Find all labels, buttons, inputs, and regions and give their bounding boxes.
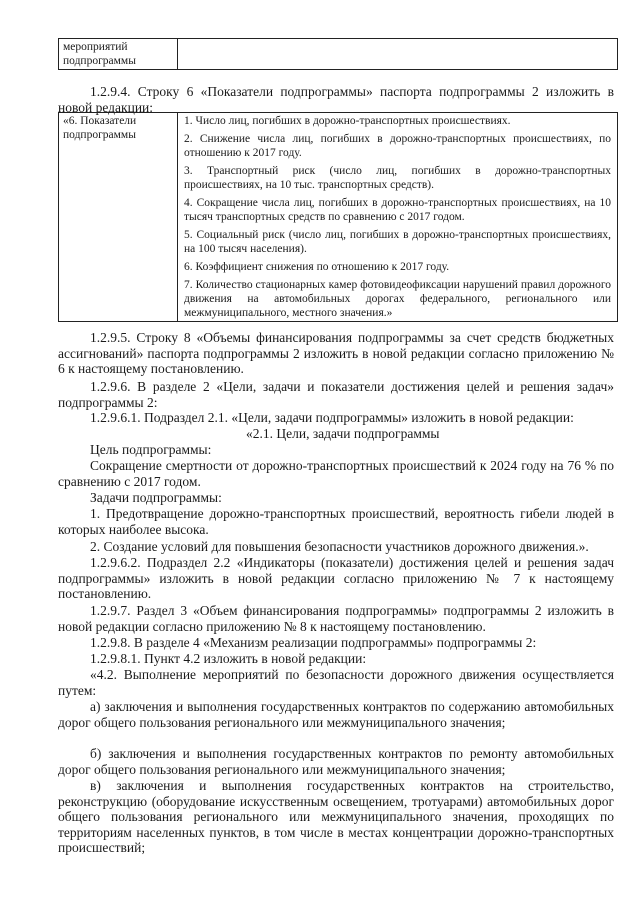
tasks-label: Задачи подпрограммы: [90,490,222,505]
table-cell-value [178,39,618,70]
paragraph-1-2-9-8: 1.2.9.8. В разделе 4 «Механизм реализации подпрограммы» подпрограммы 2: [90,635,537,650]
indicator-item: 5. Социальный риск (число лиц, погибших в дорожно-транспортных происшествиях, на 100 тысяч населения). [184,229,611,255]
paragraph-item-a: а) заключения и выполнения государственных контрактов по содержанию автомобильных дорог общего пользования регионального или межмуниципального значения; [58,699,614,730]
indicator-item: 2. Снижение числа лиц, погибших в дорожно-транспортных происшествиях, по отношению к 2017 году. [184,133,611,159]
paragraph-4-2: «4.2. Выполнение мероприятий по безопасности дорожного движения осуществляется путем: [58,667,614,698]
task-2: 2. Создание условий для повышения безопасности участников дорожного движения.». [90,539,589,554]
indicators-list-cell [178,113,618,322]
indicator-item: 1. Число лиц, погибших в дорожно-транспортных происшествиях. [184,115,511,127]
indicators-label-cell: «6. Показатели подпрограммы [59,113,178,322]
paragraph-item-v: в) заключения и выполнения государственных контрактов на строительство, реконструкцию (оборудование искусственным освещением, тротуарами) автомобильных дорог общего пользования регионального или межмуниципального значения, проходящих по территориям населенных пунктов, в том числе в местах концентрации дорожно-транспортных происшествий; [58,778,614,855]
table-cell-label: мероприятий подпрограммы [59,39,178,70]
passport-table-fragment [58,38,618,70]
paragraph-item-b: б) заключения и выполнения государственных контрактов по ремонту автомобильных дорог общего пользования регионального или межмуниципального значения; [58,746,614,777]
section-heading: «2.1. Цели, задачи подпрограммы [246,426,440,441]
paragraph-1-2-9-4: 1.2.9.4. Строку 6 «Показатели подпрограммы» паспорта подпрограммы 2 изложить в новой редакции: [58,84,614,115]
indicator-item: 7. Количество стационарных камер фотовидеофиксации нарушений правил дорожного движения на автомобильных дорогах федерального, регионального или межмуниципального, местного значения.» [184,279,611,319]
goal-label: Цель подпрограммы: [90,442,212,457]
paragraph-1-2-9-8-1: 1.2.9.8.1. Пункт 4.2 изложить в новой редакции: [90,651,367,666]
indicator-item: 6. Коэффициент снижения по отношению к 2017 году. [184,261,450,273]
paragraph-1-2-9-6-1: 1.2.9.6.1. Подраздел 2.1. «Цели, задачи подпрограммы» изложить в новой редакции: [90,410,574,425]
indicator-item: 4. Сокращение числа лиц, погибших в дорожно-транспортных происшествиях, на 10 тысяч транспортных средств по сравнению с 2017 годом. [184,197,611,223]
paragraph-1-2-9-5: 1.2.9.5. Строку 8 «Объемы финансирования подпрограммы за счет средств бюджетных ассигнований» паспорта подпрограммы 2 изложить в новой редакции согласно приложению № 6 к настоящему постановлению. [58,330,614,376]
indicators-table [58,112,618,322]
task-1: 1. Предотвращение дорожно-транспортных происшествий, вероятность гибели людей в которых наиболее высока. [58,506,614,537]
paragraph-1-2-9-6-2: 1.2.9.6.2. Подраздел 2.2 «Индикаторы (показатели) достижения целей и решения задач подпрограммы» изложить в новой редакции согласно приложению № 7 к настоящему постановлению. [58,555,614,601]
paragraph-1-2-9-7: 1.2.9.7. Раздел 3 «Объем финансирования подпрограммы» подпрограммы 2 изложить в новой редакции согласно приложению № 8 к настоящему постановлению. [58,603,614,634]
paragraph-1-2-9-6: 1.2.9.6. В разделе 2 «Цели, задачи и показатели достижения целей и решения задач» подпрограммы 2: [58,379,614,410]
indicator-item: 3. Транспортный риск (число лиц, погибших в дорожно-транспортных происшествиях, на 10 тыс. транспортных средств). [184,165,611,191]
goal-text: Сокращение смертности от дорожно-транспортных происшествий к 2024 году на 76 % по сравнению с 2017 годом. [58,458,614,489]
